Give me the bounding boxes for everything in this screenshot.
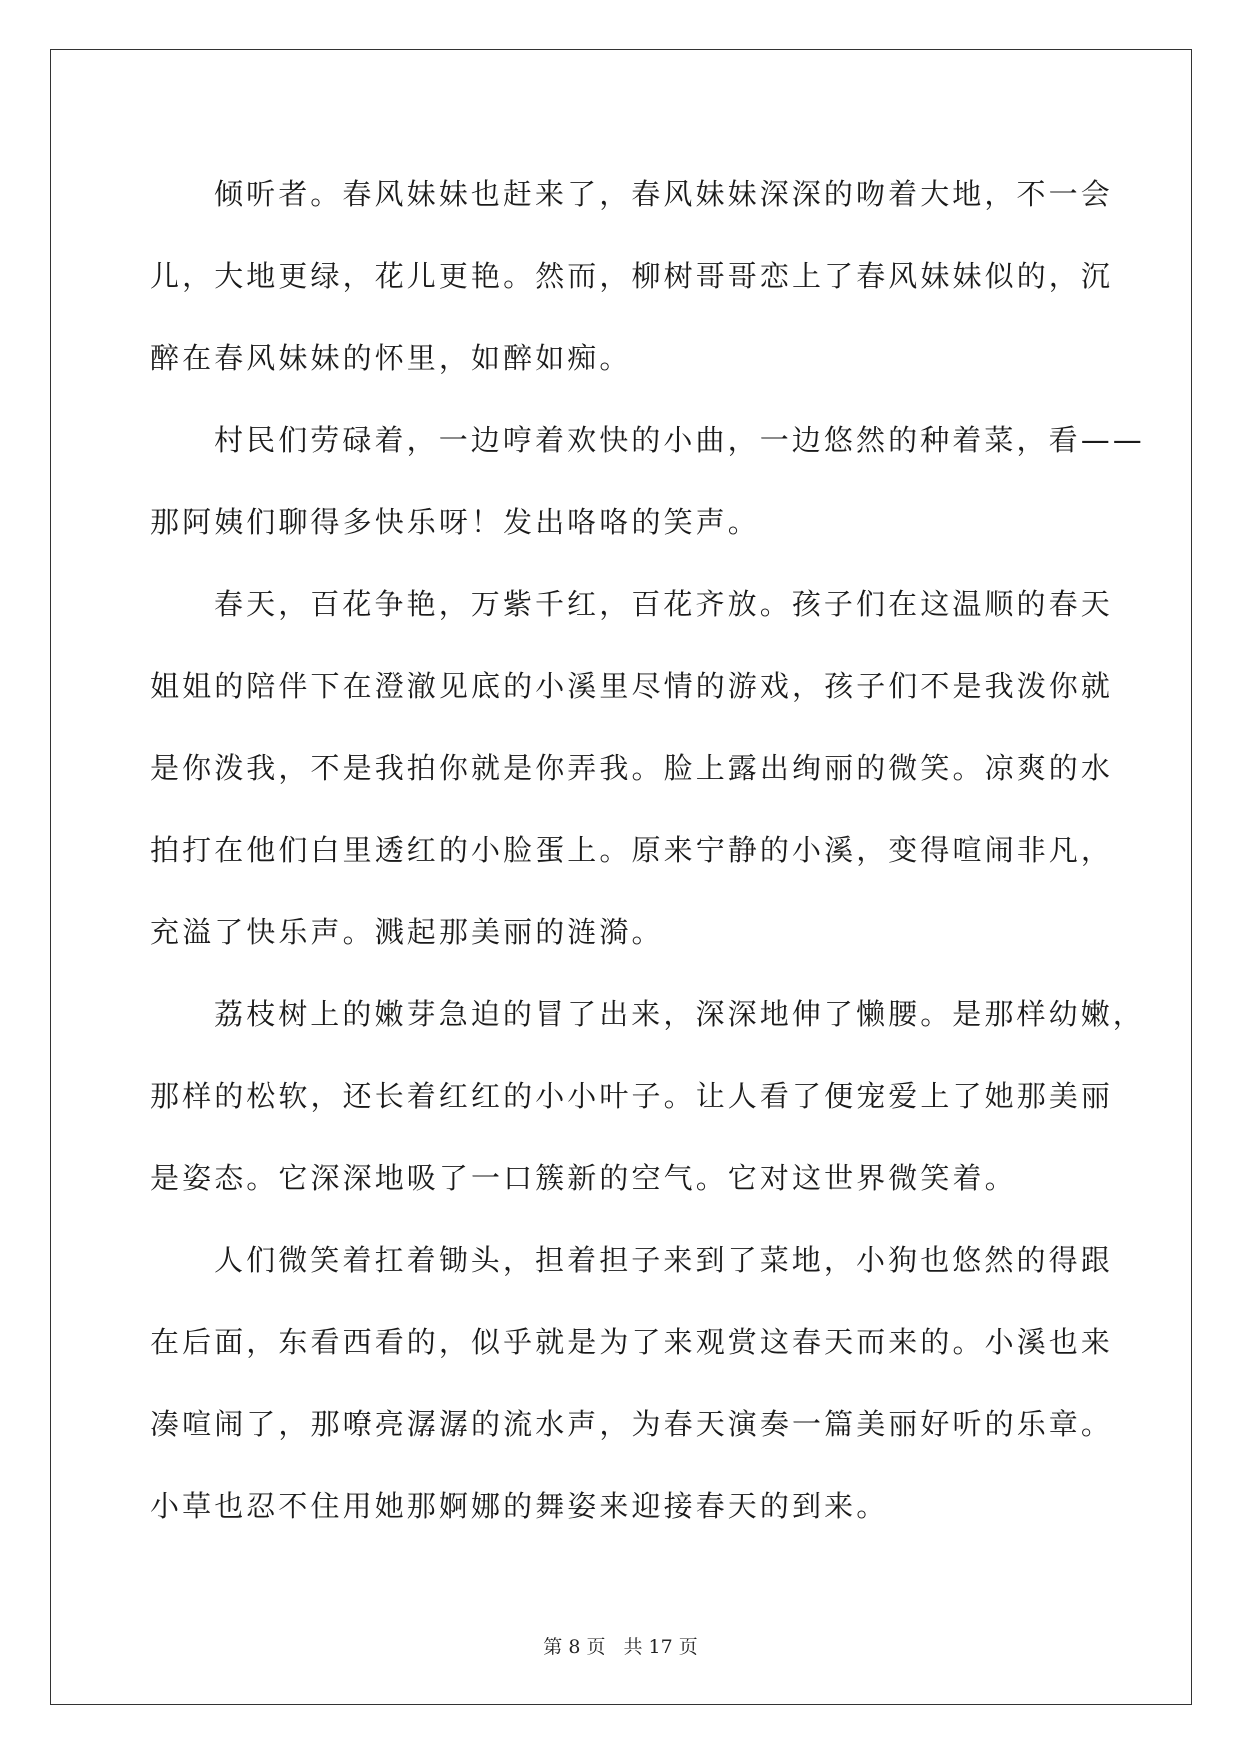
page-number: 第 8 页	[543, 1636, 606, 1658]
document-body	[150, 160, 1145, 1554]
page-total: 共 17 页	[623, 1636, 698, 1658]
text-line: 是姿态。它深深地吸了一口簇新的空气。它对这世界微笑着。	[150, 1161, 1017, 1195]
text-line: 凑喧闹了，那嘹亮潺潺的流水声，为春天演奏一篇美丽好听的乐章。	[150, 1407, 1114, 1441]
text-line: 充溢了快乐声。溅起那美丽的涟漪。	[150, 915, 664, 949]
text-line: 是你泼我，不是我拍你就是你弄我。脸上露出绚丽的微笑。凉爽的水	[150, 751, 1114, 785]
text-line: 醉在春风妹妹的怀里，如醉如痴。	[150, 341, 632, 375]
page-footer	[0, 1632, 1241, 1659]
text-line: 荔枝树上的嫩芽急迫的冒了出来，深深地伸了懒腰。是那样幼嫩，	[214, 997, 1145, 1031]
text-line: 那阿姨们聊得多快乐呀！发出咯咯的笑声。	[150, 505, 760, 539]
text-line: 姐姐的陪伴下在澄澈见底的小溪里尽情的游戏，孩子们不是我泼你就	[150, 669, 1114, 703]
text-line: 拍打在他们白里透红的小脸蛋上。原来宁静的小溪，变得喧闹非凡，	[150, 833, 1114, 867]
text-line: 春天，百花争艳，万紫千红，百花齐放。孩子们在这温顺的春天	[214, 587, 1113, 621]
text-line: 村民们劳碌着，一边哼着欢快的小曲，一边悠然的种着菜，看——	[214, 423, 1145, 457]
text-line: 那样的松软，还长着红红的小小叶子。让人看了便宠爱上了她那美丽	[150, 1079, 1114, 1113]
text-line: 儿，大地更绿，花儿更艳。然而，柳树哥哥恋上了春风妹妹似的，沉	[150, 259, 1114, 293]
text-line: 人们微笑着扛着锄头，担着担子来到了菜地，小狗也悠然的得跟	[214, 1243, 1113, 1277]
text-line: 在后面，东看西看的，似乎就是为了来观赏这春天而来的。小溪也来	[150, 1325, 1114, 1359]
text-line: 倾听者。春风妹妹也赶来了，春风妹妹深深的吻着大地，不一会	[214, 177, 1113, 211]
text-line: 小草也忍不住用她那婀娜的舞姿来迎接春天的到来。	[150, 1489, 889, 1523]
